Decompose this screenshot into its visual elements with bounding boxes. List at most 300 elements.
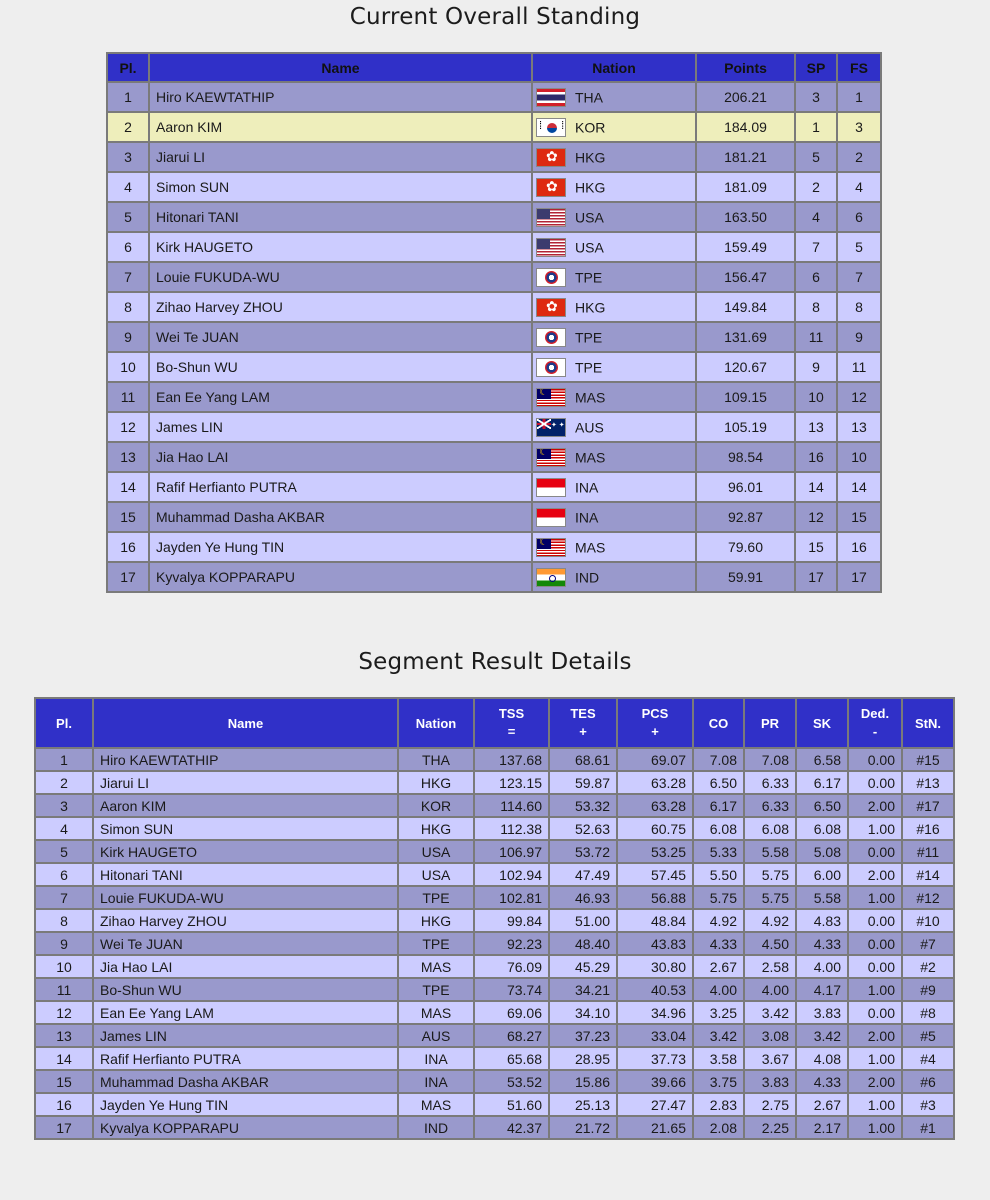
pr-cell: 4.00 — [744, 978, 796, 1001]
flag-mas-icon — [536, 538, 566, 557]
nation-cell — [532, 382, 696, 412]
standing-row — [107, 322, 881, 352]
deduction-cell: 2.00 — [848, 794, 902, 817]
co-cell: 7.08 — [693, 748, 744, 771]
segment-row — [35, 1001, 954, 1024]
nation-code: THA — [575, 89, 603, 105]
flag-ina-icon — [536, 478, 566, 497]
flag-ina-icon — [536, 508, 566, 527]
tss-cell: 65.68 — [474, 1047, 549, 1070]
pr-cell: 6.33 — [744, 771, 796, 794]
sk-cell: 3.83 — [796, 1001, 848, 1024]
pr-cell: 2.58 — [744, 955, 796, 978]
skater-name-cell: Louie FUKUDA-WU — [149, 262, 532, 292]
place-cell: 17 — [35, 1116, 93, 1139]
points-cell: 120.67 — [696, 352, 795, 382]
standing-row — [107, 82, 881, 112]
points-cell: 131.69 — [696, 322, 795, 352]
co-cell: 3.42 — [693, 1024, 744, 1047]
co-cell: 6.08 — [693, 817, 744, 840]
nation-code-cell: HKG — [398, 771, 474, 794]
flag-hkg-icon — [536, 178, 566, 197]
nation-code: HKG — [575, 149, 606, 165]
col-header-name: Name — [93, 698, 398, 748]
nation-code-cell: IND — [398, 1116, 474, 1139]
flag-tpe-icon — [536, 268, 566, 287]
skater-name-cell: Louie FUKUDA-WU — [93, 886, 398, 909]
nation-code-cell: MAS — [398, 1001, 474, 1024]
co-cell: 2.08 — [693, 1116, 744, 1139]
tes-cell: 21.72 — [549, 1116, 617, 1139]
skater-name-cell: Zihao Harvey ZHOU — [149, 292, 532, 322]
deduction-cell: 1.00 — [848, 1047, 902, 1070]
nation-cell — [532, 232, 696, 262]
points-cell: 159.49 — [696, 232, 795, 262]
tes-label: TES — [570, 706, 596, 721]
tes-cell: 15.86 — [549, 1070, 617, 1093]
nation-code: MAS — [575, 539, 606, 555]
starting-number-cell: #11 — [902, 840, 954, 863]
pr-cell: 6.33 — [744, 794, 796, 817]
deduction-cell: 1.00 — [848, 1093, 902, 1116]
ded-label: Ded. — [860, 706, 890, 721]
points-cell: 96.01 — [696, 472, 795, 502]
place-cell: 17 — [107, 562, 149, 592]
flag-hkg-icon — [536, 298, 566, 317]
nation-code: USA — [575, 239, 604, 255]
tes-cell: 25.13 — [549, 1093, 617, 1116]
place-cell: 13 — [35, 1024, 93, 1047]
skater-name-cell: Simon SUN — [149, 172, 532, 202]
skater-name-cell: Hiro KAEWTATHIP — [149, 82, 532, 112]
pr-cell: 2.25 — [744, 1116, 796, 1139]
sp-rank-cell: 3 — [795, 82, 837, 112]
tes-cell: 46.93 — [549, 886, 617, 909]
col-header-pl: Pl. — [35, 698, 93, 748]
tes-cell: 59.87 — [549, 771, 617, 794]
place-cell: 7 — [35, 886, 93, 909]
flag-tpe-icon — [536, 328, 566, 347]
starting-number-cell: #2 — [902, 955, 954, 978]
nation-code-cell: THA — [398, 748, 474, 771]
place-cell: 1 — [35, 748, 93, 771]
sk-cell: 6.08 — [796, 817, 848, 840]
co-cell: 3.25 — [693, 1001, 744, 1024]
standing-row — [107, 142, 881, 172]
nation-cell — [532, 442, 696, 472]
fs-rank-cell: 6 — [837, 202, 881, 232]
pcs-cell: 63.28 — [617, 794, 693, 817]
flag-mas-icon — [536, 388, 566, 407]
tss-cell: 76.09 — [474, 955, 549, 978]
nation-code: HKG — [575, 179, 606, 195]
nation-code: MAS — [575, 449, 606, 465]
overall-header-row — [107, 53, 881, 82]
fs-rank-cell: 12 — [837, 382, 881, 412]
deduction-cell: 0.00 — [848, 771, 902, 794]
sk-cell: 5.58 — [796, 886, 848, 909]
standing-row — [107, 412, 881, 442]
nation-code-cell: INA — [398, 1047, 474, 1070]
sk-cell: 4.00 — [796, 955, 848, 978]
skater-name-cell: Zihao Harvey ZHOU — [93, 909, 398, 932]
deduction-cell: 1.00 — [848, 1116, 902, 1139]
fs-rank-cell: 3 — [837, 112, 881, 142]
flag-usa-icon — [536, 238, 566, 257]
co-cell: 5.50 — [693, 863, 744, 886]
pr-cell: 2.75 — [744, 1093, 796, 1116]
col-header-nation: Nation — [398, 698, 474, 748]
col-header-name: Name — [149, 53, 532, 82]
pr-cell: 3.83 — [744, 1070, 796, 1093]
co-cell: 3.58 — [693, 1047, 744, 1070]
place-cell: 10 — [35, 955, 93, 978]
skater-name-cell: James LIN — [93, 1024, 398, 1047]
flag-usa-icon — [536, 208, 566, 227]
fs-rank-cell: 9 — [837, 322, 881, 352]
co-cell: 5.33 — [693, 840, 744, 863]
segment-row — [35, 932, 954, 955]
segment-row — [35, 1070, 954, 1093]
nation-cell — [532, 172, 696, 202]
standing-row — [107, 472, 881, 502]
skater-name-cell: Kirk HAUGETO — [93, 840, 398, 863]
standing-row — [107, 172, 881, 202]
nation-code-cell: USA — [398, 863, 474, 886]
tss-cell: 99.84 — [474, 909, 549, 932]
skater-name-cell: Muhammad Dasha AKBAR — [149, 502, 532, 532]
tes-cell: 53.72 — [549, 840, 617, 863]
standing-row — [107, 442, 881, 472]
points-cell: 156.47 — [696, 262, 795, 292]
deduction-cell: 1.00 — [848, 886, 902, 909]
place-cell: 13 — [107, 442, 149, 472]
place-cell: 11 — [107, 382, 149, 412]
pr-cell: 5.75 — [744, 886, 796, 909]
points-cell: 163.50 — [696, 202, 795, 232]
nation-code: KOR — [575, 119, 606, 135]
tes-cell: 48.40 — [549, 932, 617, 955]
standing-row — [107, 202, 881, 232]
co-cell: 4.92 — [693, 909, 744, 932]
nation-code-cell: TPE — [398, 886, 474, 909]
sp-rank-cell: 2 — [795, 172, 837, 202]
segment-row — [35, 771, 954, 794]
skater-name-cell: Wei Te JUAN — [93, 932, 398, 955]
nation-code-cell: HKG — [398, 817, 474, 840]
segment-result-title: Segment Result Details — [358, 649, 632, 675]
place-cell: 6 — [107, 232, 149, 262]
skater-name-cell: Jiarui LI — [93, 771, 398, 794]
flag-aus-icon — [536, 418, 566, 437]
nation-code: HKG — [575, 299, 606, 315]
pcs-cell: 43.83 — [617, 932, 693, 955]
segment-row — [35, 886, 954, 909]
nation-code: AUS — [575, 419, 604, 435]
col-header-pr: PR — [744, 698, 796, 748]
pcs-cell: 37.73 — [617, 1047, 693, 1070]
starting-number-cell: #7 — [902, 932, 954, 955]
starting-number-cell: #4 — [902, 1047, 954, 1070]
flag-mas-icon — [536, 448, 566, 467]
tes-operator: + — [579, 724, 587, 739]
place-cell: 14 — [107, 472, 149, 502]
place-cell: 11 — [35, 978, 93, 1001]
col-header-fs: FS — [837, 53, 881, 82]
sp-rank-cell: 15 — [795, 532, 837, 562]
nation-code-cell: INA — [398, 1070, 474, 1093]
flag-tha-icon — [536, 88, 566, 107]
pr-cell: 3.08 — [744, 1024, 796, 1047]
skater-name-cell: Simon SUN — [93, 817, 398, 840]
nation-code: INA — [575, 479, 599, 495]
nation-cell — [532, 352, 696, 382]
segment-result-table — [34, 697, 955, 1140]
tss-cell: 73.74 — [474, 978, 549, 1001]
starting-number-cell: #10 — [902, 909, 954, 932]
sp-rank-cell: 4 — [795, 202, 837, 232]
skater-name-cell: Wei Te JUAN — [149, 322, 532, 352]
segment-header-row — [35, 698, 954, 748]
nation-code: MAS — [575, 389, 606, 405]
pr-cell: 4.92 — [744, 909, 796, 932]
nation-cell — [532, 82, 696, 112]
standing-row — [107, 562, 881, 592]
skater-name-cell: James LIN — [149, 412, 532, 442]
place-cell: 4 — [107, 172, 149, 202]
pr-cell: 3.42 — [744, 1001, 796, 1024]
overall-standing-table — [106, 52, 882, 593]
tss-cell: 51.60 — [474, 1093, 549, 1116]
segment-row — [35, 748, 954, 771]
standing-row — [107, 352, 881, 382]
tes-cell: 37.23 — [549, 1024, 617, 1047]
standing-row — [107, 502, 881, 532]
standing-row — [107, 292, 881, 322]
tes-cell: 53.32 — [549, 794, 617, 817]
tss-cell: 123.15 — [474, 771, 549, 794]
tes-cell: 28.95 — [549, 1047, 617, 1070]
place-cell: 6 — [35, 863, 93, 886]
col-header-nation: Nation — [532, 53, 696, 82]
standing-row — [107, 262, 881, 292]
pcs-cell: 60.75 — [617, 817, 693, 840]
co-cell: 2.83 — [693, 1093, 744, 1116]
sk-cell: 6.58 — [796, 748, 848, 771]
skater-name-cell: Muhammad Dasha AKBAR — [93, 1070, 398, 1093]
starting-number-cell: #14 — [902, 863, 954, 886]
pcs-cell: 48.84 — [617, 909, 693, 932]
col-header-points: Points — [696, 53, 795, 82]
skater-name-cell: Aaron KIM — [149, 112, 532, 142]
nation-code: USA — [575, 209, 604, 225]
skater-name-cell: Ean Ee Yang LAM — [149, 382, 532, 412]
tss-cell: 42.37 — [474, 1116, 549, 1139]
fs-rank-cell: 4 — [837, 172, 881, 202]
place-cell: 3 — [107, 142, 149, 172]
segment-row — [35, 863, 954, 886]
col-header-co: CO — [693, 698, 744, 748]
nation-code-cell: AUS — [398, 1024, 474, 1047]
place-cell: 1 — [107, 82, 149, 112]
place-cell: 16 — [35, 1093, 93, 1116]
tes-cell: 34.21 — [549, 978, 617, 1001]
place-cell: 2 — [35, 771, 93, 794]
col-header-sp: SP — [795, 53, 837, 82]
flag-ind-icon — [536, 568, 566, 587]
sk-cell: 2.67 — [796, 1093, 848, 1116]
tss-cell: 68.27 — [474, 1024, 549, 1047]
points-cell: 98.54 — [696, 442, 795, 472]
points-cell: 206.21 — [696, 82, 795, 112]
sk-cell: 4.83 — [796, 909, 848, 932]
col-header-tes — [549, 698, 617, 748]
sp-rank-cell: 17 — [795, 562, 837, 592]
starting-number-cell: #8 — [902, 1001, 954, 1024]
points-cell: 59.91 — [696, 562, 795, 592]
fs-rank-cell: 14 — [837, 472, 881, 502]
flag-kor-icon — [536, 118, 566, 137]
place-cell: 14 — [35, 1047, 93, 1070]
sp-rank-cell: 14 — [795, 472, 837, 502]
tes-cell: 45.29 — [549, 955, 617, 978]
pcs-cell: 21.65 — [617, 1116, 693, 1139]
starting-number-cell: #6 — [902, 1070, 954, 1093]
place-cell: 16 — [107, 532, 149, 562]
pcs-cell: 39.66 — [617, 1070, 693, 1093]
skater-name-cell: Jayden Ye Hung TIN — [149, 532, 532, 562]
skater-name-cell: Jayden Ye Hung TIN — [93, 1093, 398, 1116]
place-cell: 7 — [107, 262, 149, 292]
nation-code-cell: TPE — [398, 978, 474, 1001]
sk-cell: 4.17 — [796, 978, 848, 1001]
flag-tpe-icon — [536, 358, 566, 377]
co-cell: 6.50 — [693, 771, 744, 794]
starting-number-cell: #1 — [902, 1116, 954, 1139]
standing-row — [107, 232, 881, 262]
sk-cell: 6.17 — [796, 771, 848, 794]
nation-cell — [532, 202, 696, 232]
place-cell: 2 — [107, 112, 149, 142]
segment-row — [35, 840, 954, 863]
pcs-cell: 30.80 — [617, 955, 693, 978]
sp-rank-cell: 8 — [795, 292, 837, 322]
place-cell: 9 — [107, 322, 149, 352]
nation-cell — [532, 142, 696, 172]
skater-name-cell: Rafif Herfianto PUTRA — [93, 1047, 398, 1070]
nation-code-cell: KOR — [398, 794, 474, 817]
deduction-cell: 0.00 — [848, 932, 902, 955]
deduction-cell: 0.00 — [848, 748, 902, 771]
place-cell: 10 — [107, 352, 149, 382]
tss-label: TSS — [498, 706, 525, 721]
sp-rank-cell: 12 — [795, 502, 837, 532]
fs-rank-cell: 16 — [837, 532, 881, 562]
pr-cell: 5.58 — [744, 840, 796, 863]
tss-cell: 53.52 — [474, 1070, 549, 1093]
sp-rank-cell: 13 — [795, 412, 837, 442]
pr-cell: 7.08 — [744, 748, 796, 771]
nation-code-cell: HKG — [398, 909, 474, 932]
fs-rank-cell: 11 — [837, 352, 881, 382]
starting-number-cell: #16 — [902, 817, 954, 840]
col-header-tss — [474, 698, 549, 748]
pcs-cell: 27.47 — [617, 1093, 693, 1116]
place-cell: 5 — [35, 840, 93, 863]
segment-row — [35, 955, 954, 978]
col-header-ded — [848, 698, 902, 748]
col-header-pl: Pl. — [107, 53, 149, 82]
points-cell: 79.60 — [696, 532, 795, 562]
skater-name-cell: Kyvalya KOPPARAPU — [93, 1116, 398, 1139]
tss-cell: 106.97 — [474, 840, 549, 863]
segment-row — [35, 978, 954, 1001]
skater-name-cell: Hitonari TANI — [93, 863, 398, 886]
starting-number-cell: #13 — [902, 771, 954, 794]
place-cell: 5 — [107, 202, 149, 232]
deduction-cell: 0.00 — [848, 840, 902, 863]
nation-code-cell: TPE — [398, 932, 474, 955]
fs-rank-cell: 2 — [837, 142, 881, 172]
sk-cell: 3.42 — [796, 1024, 848, 1047]
nation-cell — [532, 412, 696, 442]
pcs-cell: 53.25 — [617, 840, 693, 863]
tes-cell: 47.49 — [549, 863, 617, 886]
nation-code-cell: USA — [398, 840, 474, 863]
starting-number-cell: #17 — [902, 794, 954, 817]
deduction-cell: 0.00 — [848, 1001, 902, 1024]
deduction-cell: 0.00 — [848, 909, 902, 932]
nation-code-cell: MAS — [398, 955, 474, 978]
skater-name-cell: Jia Hao LAI — [93, 955, 398, 978]
skater-name-cell: Jia Hao LAI — [149, 442, 532, 472]
sp-rank-cell: 5 — [795, 142, 837, 172]
points-cell: 181.21 — [696, 142, 795, 172]
co-cell: 6.17 — [693, 794, 744, 817]
skater-name-cell: Rafif Herfianto PUTRA — [149, 472, 532, 502]
sp-rank-cell: 9 — [795, 352, 837, 382]
fs-rank-cell: 10 — [837, 442, 881, 472]
nation-code: TPE — [575, 329, 603, 345]
skater-name-cell: Kyvalya KOPPARAPU — [149, 562, 532, 592]
skater-name-cell: Hitonari TANI — [149, 202, 532, 232]
pcs-cell: 69.07 — [617, 748, 693, 771]
col-header-pcs — [617, 698, 693, 748]
skater-name-cell: Bo-Shun WU — [149, 352, 532, 382]
col-header-stn: StN. — [902, 698, 954, 748]
pcs-operator: + — [651, 724, 659, 739]
pcs-cell: 34.96 — [617, 1001, 693, 1024]
pr-cell: 4.50 — [744, 932, 796, 955]
nation-code-cell: MAS — [398, 1093, 474, 1116]
co-cell: 3.75 — [693, 1070, 744, 1093]
sk-cell: 4.08 — [796, 1047, 848, 1070]
co-cell: 4.00 — [693, 978, 744, 1001]
nation-cell — [532, 532, 696, 562]
sp-rank-cell: 1 — [795, 112, 837, 142]
skater-name-cell: Hiro KAEWTATHIP — [93, 748, 398, 771]
sp-rank-cell: 11 — [795, 322, 837, 352]
pr-cell: 6.08 — [744, 817, 796, 840]
deduction-cell: 2.00 — [848, 1024, 902, 1047]
fs-rank-cell: 15 — [837, 502, 881, 532]
ded-operator: - — [872, 724, 878, 739]
pr-cell: 5.75 — [744, 863, 796, 886]
place-cell: 9 — [35, 932, 93, 955]
tss-cell: 102.81 — [474, 886, 549, 909]
tss-cell: 102.94 — [474, 863, 549, 886]
fs-rank-cell: 5 — [837, 232, 881, 262]
